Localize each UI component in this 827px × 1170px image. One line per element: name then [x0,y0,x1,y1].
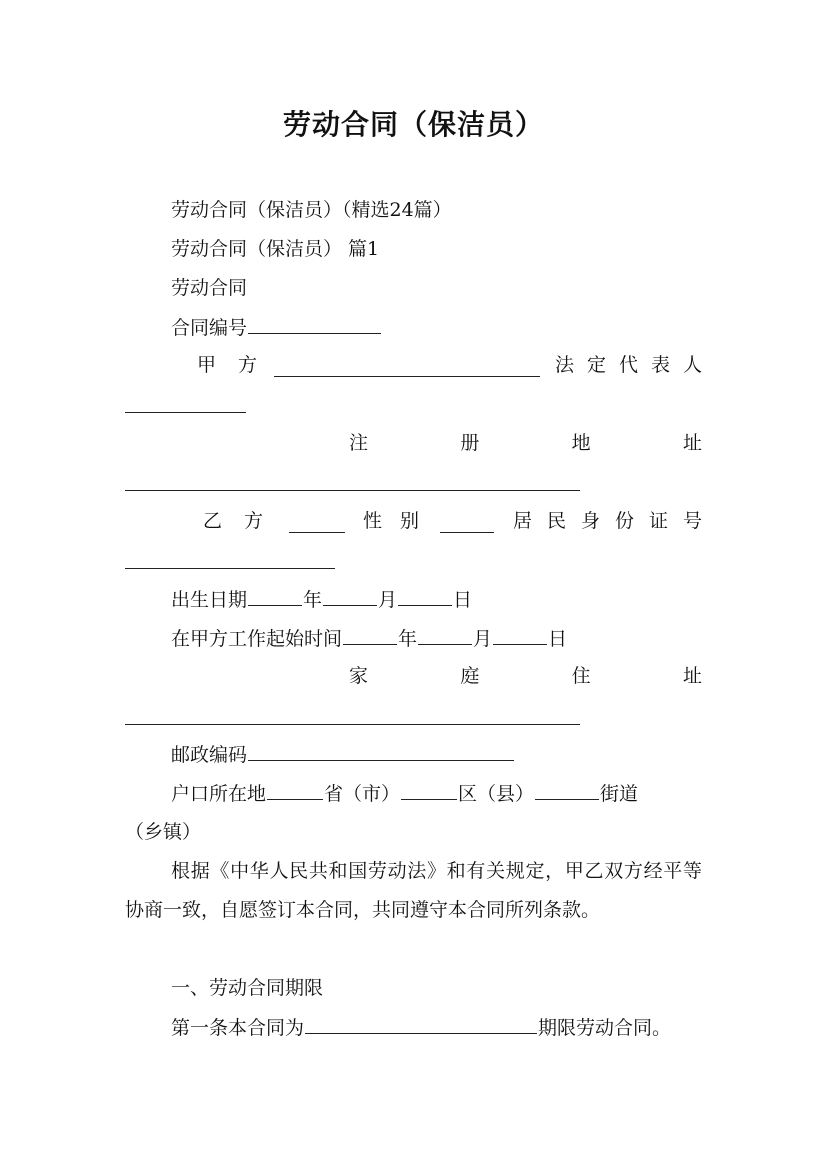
start-day-field[interactable] [493,626,547,645]
hukou-row: 户口所在地 省（市） 区（县） 街道 [171,783,639,805]
home-address-field[interactable] [125,724,580,725]
section-heading: 劳动合同（保洁员） 篇1 [171,238,380,260]
party-a-name-field[interactable] [274,358,540,377]
party-b-label: 乙方 [203,510,286,532]
birth-month-field[interactable] [323,587,377,606]
contract-number-row [171,315,702,340]
birth-day-field[interactable] [398,587,452,606]
chapter-heading: 一、劳动合同期限 [171,977,324,999]
id-number-label: 居民身份证号 [512,510,717,532]
registered-address-label: 注 册 地 址 [349,432,702,454]
party-b-name-field[interactable] [289,514,345,533]
party-a-label: 甲方 [197,354,280,376]
postal-code-field[interactable] [248,742,514,761]
contract-label: 劳动合同 [171,277,248,299]
id-number-field[interactable] [125,568,335,569]
contract-number-label: 合同编号 [171,317,248,339]
home-address-label: 家 庭 住 址 [349,665,702,687]
hukou-town: （乡镇） [125,821,202,843]
party-a-rep-field[interactable] [125,412,246,413]
registered-address-field[interactable] [125,490,580,491]
document-subtitle: 劳动合同（保洁员）（精选24篇） [171,199,452,221]
birth-date-row: 出生日期 年 月 日 [171,589,473,611]
start-year-field[interactable] [343,626,397,645]
gender-field[interactable] [440,514,494,533]
hukou-street-field[interactable] [535,781,599,800]
document-title: 劳动合同（保洁员） [282,108,544,141]
party-b-row [125,509,717,533]
gender-label: 性别 [362,510,437,532]
hukou-district-field[interactable] [401,781,457,800]
hukou-province-field[interactable] [267,781,323,800]
article-1: 第一条本合同为 期限劳动合同。 [171,1017,672,1039]
party-a-row [125,353,715,377]
start-month-field[interactable] [418,626,472,645]
postal-code-row: 邮政编码 [171,742,702,767]
intro-paragraph: 根据《中华人民共和国劳动法》和有关规定，甲乙双方经平等协商一致，自愿签订本合同，共同遵守本合同所列条款。 [125,860,702,921]
contract-number-field[interactable] [248,315,381,334]
party-a-rep-label: 法定代表人 [554,354,715,376]
birth-year-field[interactable] [248,587,302,606]
contract-term-field[interactable] [305,1015,537,1034]
start-time-row: 在甲方工作起始时间 年 月 日 [171,628,568,650]
